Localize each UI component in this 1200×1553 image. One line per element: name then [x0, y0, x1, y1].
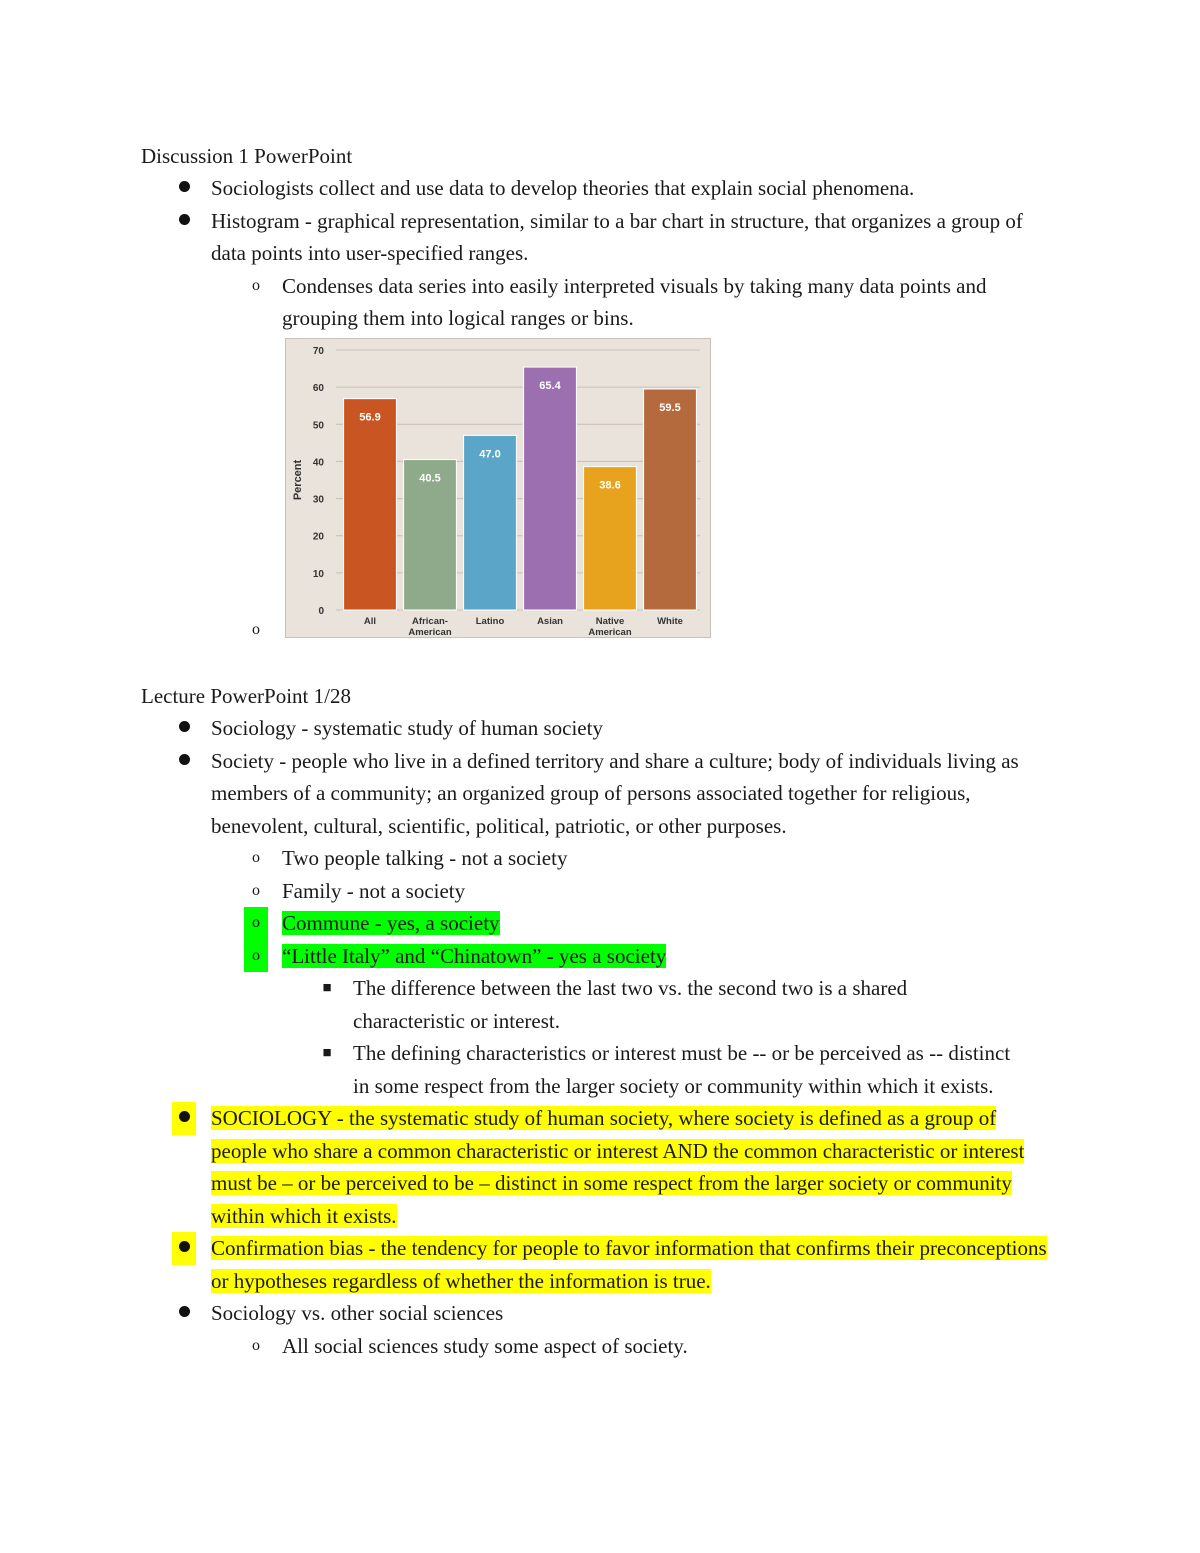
bar-value-label: 59.5 [659, 402, 681, 414]
y-tick-label: 30 [312, 494, 324, 506]
x-tick-label: All [363, 616, 377, 627]
list-item-highlighted: SOCIOLOGY - the systematic study of human society, where society is defined as a group of people who share a common characteristic or interest AND the common characteristic or interest must be – or be perceived to be – distinct in some respect from the larger society or community within which it exists. [0, 1102, 1041, 1232]
bullet-circle-icon: o [252, 621, 260, 638]
y-tick-label: 70 [312, 346, 324, 357]
list-item: Sociology - systematic study of human society [0, 712, 1061, 745]
y-tick-label: 0 [318, 606, 324, 617]
bullet-dot-icon [172, 745, 196, 778]
bullet-circle-icon: o [252, 849, 260, 866]
x-tick-label: African- [412, 616, 448, 627]
y-tick-label: 20 [312, 531, 324, 543]
list-item: Histogram - graphical representation, similar to a bar chart in structure, that organizes a group of data points into user-specified ranges. [0, 205, 1061, 270]
bar-value-label: 38.6 [599, 479, 621, 492]
bullet-dot-icon [172, 205, 196, 238]
bar-value-label: 47.0 [479, 448, 501, 461]
bullet-square-icon: ■ [322, 980, 332, 996]
list-item: o Condenses data series into easily interpreted visuals by taking many data points and grouping them into logical ranges or bins. [0, 270, 1052, 335]
x-tick-label: Latino [475, 616, 505, 627]
x-tick-label: American [408, 627, 452, 638]
list-item: Sociologists collect and use data to develop theories that explain social phenomena. [0, 172, 1061, 205]
bar [524, 367, 577, 610]
list-item: Sociology vs. other social sciences [0, 1297, 1061, 1330]
bar-value-label: 56.9 [359, 411, 381, 424]
list-item-highlighted: o “Little Italy” and “Chinatown” - yes a society [0, 940, 1042, 973]
list-item: ■ The defining characteristics or interest must be -- or be perceived as -- distinct in some respect from the larger society or community within which it exists. [0, 1037, 1013, 1102]
bullet-dot-icon [172, 1297, 196, 1330]
y-tick-label: 10 [312, 568, 324, 580]
y-tick-label: 50 [312, 420, 324, 432]
bar-value-label: 65.4 [539, 380, 561, 393]
bullet-circle-icon: o [252, 276, 260, 294]
bullet-circle-icon: o [244, 907, 268, 940]
bullet-square-icon: ■ [322, 1045, 332, 1061]
bar [644, 389, 697, 610]
y-tick-label: 40 [312, 457, 324, 469]
list-item-highlighted: o Commune - yes, a society [0, 907, 1042, 940]
x-tick-label: White [657, 616, 683, 627]
section-heading-discussion: Discussion 1 PowerPoint [141, 144, 353, 168]
bullet-dot-icon [172, 172, 196, 205]
list-item: o Family - not a society [0, 875, 1042, 908]
list-item: ■ The difference between the last two vs. the second two is a shared characteristic or interest. [0, 972, 1013, 1037]
bar [464, 435, 517, 610]
discussion-list [0, 172, 1200, 335]
bullet-circle-icon: o [252, 881, 260, 899]
y-tick-label: 60 [312, 383, 324, 395]
list-item: o All social sciences study some aspect of society. [0, 1330, 1042, 1363]
bar [344, 399, 397, 610]
list-item-highlighted: Confirmation bias - the tendency for people to favor information that confirms their preconceptions or hypotheses regardless of whether the information is true. [0, 1232, 1061, 1297]
bullet-circle-icon: o [252, 1336, 260, 1354]
x-tick-label: Native [595, 616, 625, 627]
bar-value-label: 40.5 [419, 472, 441, 485]
lecture-list [0, 712, 1200, 1362]
list-item: o Two people talking - not a society [0, 842, 1042, 875]
bullet-circle-icon: o [244, 940, 268, 973]
bullet-dot-icon [172, 1232, 196, 1265]
section-heading-lecture: Lecture PowerPoint 1/28 [141, 684, 351, 708]
y-axis-label: Percent [292, 459, 304, 501]
bullet-dot-icon [172, 712, 196, 745]
bullet-dot-icon [172, 1102, 196, 1135]
list-item: Society - people who live in a defined territory and share a culture; body of individuals living as members of a community; an organized group of persons associated together for religious, benevolent, cultural, scientific, political, patriotic, or other purposes. [0, 745, 1061, 843]
bar-chart-svg [285, 338, 711, 638]
bar-chart [285, 338, 711, 638]
x-tick-label: Asian [537, 616, 563, 627]
x-tick-label: American [588, 627, 632, 638]
